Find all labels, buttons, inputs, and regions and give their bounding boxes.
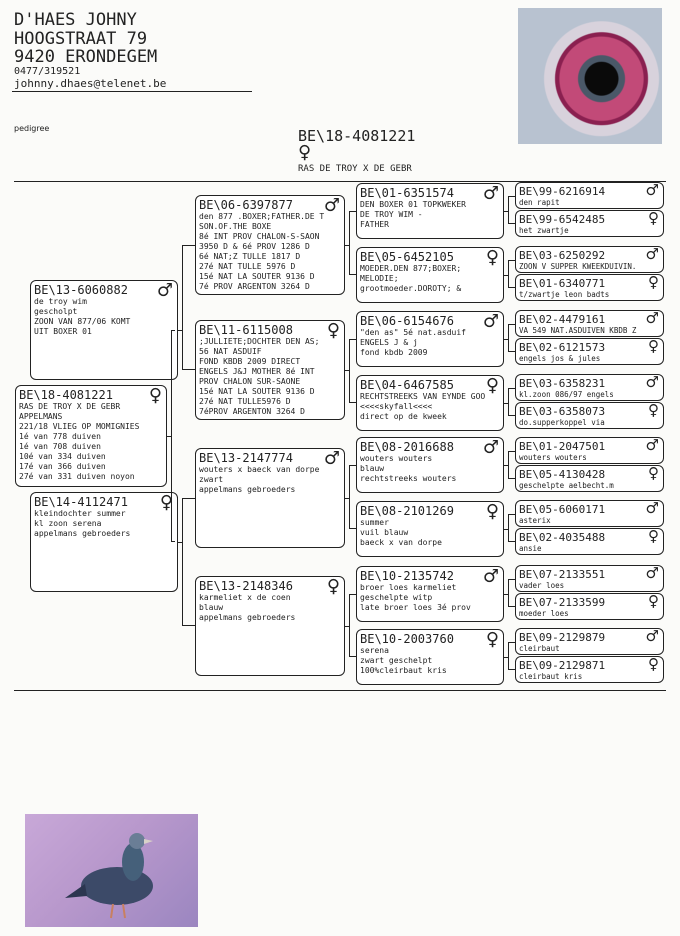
pedigree-card[interactable] (356, 311, 504, 367)
bird-note: do.supperkoppel via (519, 418, 605, 427)
pedigree-card[interactable] (356, 501, 504, 557)
pedigree-card[interactable] (515, 437, 664, 464)
bird-note: 27é van 331 duiven noyon (19, 472, 135, 481)
bird-note: broer loes karmeliet (360, 583, 457, 592)
ring-number: BE\09-2129879 (519, 631, 606, 644)
tree-connector (349, 465, 356, 529)
bird-note: geschelpte aelbecht.m (519, 481, 614, 490)
pedigree-card[interactable] (515, 628, 664, 655)
tree-connector-stub (345, 626, 350, 627)
female-icon: ♀ (159, 492, 173, 513)
ring-number: BE\01-2047501 (519, 440, 606, 453)
pedigree-card[interactable] (195, 320, 345, 420)
female-icon: ♀ (648, 593, 659, 610)
bird-note: UIT BOXER 01 (34, 327, 92, 336)
pedigree-card[interactable] (515, 338, 664, 365)
ring-number: BE\08-2016688 (360, 440, 454, 454)
male-icon: ♂ (645, 182, 659, 199)
pedigree-card[interactable] (15, 385, 167, 487)
ring-number: BE\03-6358073 (519, 405, 606, 418)
bird-note: zwart (199, 475, 224, 484)
bird-note: 15é NAT LA SOUTER 9136 D (199, 387, 315, 396)
bird-note: appelmans gebroeders (199, 485, 296, 494)
ring-number: BE\06-6397877 (199, 198, 293, 212)
tree-connector-stub (178, 542, 183, 543)
pedigree-card[interactable] (515, 500, 664, 527)
male-icon: ♂ (482, 183, 499, 204)
bird-note: t/zwartje leon badts (519, 290, 610, 299)
bird-note: <<<<skyfall<<<< (360, 402, 433, 411)
pedigree-card[interactable] (515, 565, 664, 592)
male-icon: ♂ (482, 566, 499, 587)
bird-note: ansie (519, 544, 542, 553)
bird-note: 1é van 778 duiven (19, 432, 101, 441)
bird-note: ENGELS J&J MOTHER 8é INT (199, 367, 315, 376)
bird-note: 7éPROV ARGENTON 3264 D (199, 407, 305, 416)
pedigree-card[interactable] (356, 183, 504, 239)
ring-number: BE\02-6121573 (519, 341, 606, 354)
bird-note: APPELMANS (19, 412, 63, 421)
bird-note: kl.zoon 086/97 engels (519, 390, 614, 399)
pedigree-card[interactable] (515, 402, 664, 429)
ring-number: BE\03-6250292 (519, 249, 606, 262)
pigeon-photo (25, 814, 198, 927)
pedigree-card[interactable] (195, 448, 345, 548)
pedigree-card[interactable] (195, 195, 345, 295)
tree-connector-stub (504, 339, 509, 340)
pedigree-card[interactable] (356, 247, 504, 303)
bird-note: de troy wim (34, 297, 87, 306)
pedigree-card[interactable] (356, 566, 504, 622)
bird-note: 56 NAT ASDUIF (199, 347, 262, 356)
pedigree-card[interactable] (195, 576, 345, 676)
female-icon: ♀ (298, 142, 312, 163)
bird-note: cleirbaut (519, 644, 560, 653)
female-icon: ♀ (485, 375, 499, 396)
bird-note: wouters x baeck van dorpe (199, 465, 320, 474)
bird-note: den rapit (519, 198, 560, 207)
tree-connector-stub (504, 211, 509, 212)
bird-note: MELODIE; (360, 274, 399, 283)
pedigree-card[interactable] (515, 374, 664, 401)
bird-note: 27é NAT TULLE 5976 D (199, 262, 296, 271)
female-icon: ♀ (326, 576, 340, 597)
bird-note: 10é van 334 duiven (19, 452, 106, 461)
pedigree-card[interactable] (515, 274, 664, 301)
bird-note: grootmoeder.DOROTY; & (360, 284, 462, 293)
ring-number: BE\07-2133599 (519, 596, 606, 609)
bird-note: DE TROY WIM - (360, 210, 423, 219)
bird-note: wouters wouters (360, 454, 433, 463)
bird-note: FOND KBDB 2009 DIRECT (199, 357, 301, 366)
ring-number: BE\04-6467585 (360, 378, 454, 392)
bird-note: vuil blauw (360, 528, 409, 537)
male-icon: ♂ (482, 437, 499, 458)
female-icon: ♀ (648, 656, 659, 673)
tree-connector (182, 245, 195, 370)
owner-name: D'HAES JOHNY (14, 10, 137, 30)
tree-connector (349, 211, 356, 275)
male-icon: ♂ (645, 310, 659, 327)
bird-note: ;JULLIETE;DOCHTER DEN AS; (199, 337, 320, 346)
pedigree-card[interactable] (515, 310, 664, 337)
male-icon: ♂ (323, 195, 340, 216)
tree-connector (508, 324, 515, 352)
male-icon: ♂ (645, 565, 659, 582)
tree-connector-stub (504, 275, 509, 276)
ring-number: BE\18-4081221 (19, 388, 113, 402)
bird-note: wouters wouters (519, 453, 587, 462)
male-icon: ♂ (645, 628, 659, 645)
bird-note: appelmans gebroeders (199, 613, 296, 622)
bird-note: 7é PROV ARGENTON 3264 D (199, 282, 310, 291)
tree-connector (508, 388, 515, 416)
female-icon: ♀ (485, 501, 499, 522)
ring-number: BE\13-2147774 (199, 451, 293, 465)
tree-connector (349, 339, 356, 403)
female-icon: ♀ (648, 528, 659, 545)
bird-note: appelmans gebroeders (34, 529, 131, 538)
bird-note: 100%cleirbaut kris (360, 666, 447, 675)
pedigree-card[interactable] (515, 182, 664, 209)
pedigree-card[interactable] (356, 629, 504, 685)
subject-subtitle: RAS DE TROY X DE GEBR (298, 164, 412, 174)
bird-note: zwart geschelpt (360, 656, 433, 665)
pedigree-card[interactable] (30, 492, 178, 592)
female-icon: ♀ (648, 338, 659, 355)
ring-number: BE\13-6060882 (34, 283, 128, 297)
bird-note: serena (360, 646, 389, 655)
female-icon: ♀ (648, 210, 659, 227)
bird-note: 8é INT PROV CHALON-S-SAON (199, 232, 320, 241)
bird-note: het zwartje (519, 226, 569, 235)
ring-number: BE\01-6351574 (360, 186, 454, 200)
ring-number: BE\10-2135742 (360, 569, 454, 583)
ring-number: BE\05-4130428 (519, 468, 606, 481)
ring-number: BE\14-4112471 (34, 495, 128, 509)
tree-connector-stub (504, 657, 509, 658)
tree-connector-stub (167, 436, 172, 437)
tree-connector (508, 579, 515, 607)
bird-note: moeder loes (519, 609, 569, 618)
bird-note: asterix (519, 516, 551, 525)
female-icon: ♀ (485, 247, 499, 268)
bird-note: gescholpt (34, 307, 78, 316)
ring-number: BE\10-2003760 (360, 632, 454, 646)
bird-note: SON.OF.THE BOXE (199, 222, 272, 231)
tree-connector (508, 642, 515, 670)
ring-number: BE\05-6452105 (360, 250, 454, 264)
ring-number: BE\05-6060171 (519, 503, 606, 516)
pedigree-card[interactable] (515, 528, 664, 555)
ring-number: BE\09-2129871 (519, 659, 606, 672)
tree-connector-stub (504, 465, 509, 466)
bird-note: late broer loes 3é prov (360, 603, 471, 612)
subject-ring: BE\18-4081221 (298, 127, 416, 145)
bird-note: 27é NAT TULLE5976 D (199, 397, 291, 406)
pedigree-card[interactable] (515, 465, 664, 492)
bird-note: cleirbaut kris (519, 672, 583, 681)
tree-connector-stub (504, 594, 509, 595)
tree-connector (508, 514, 515, 542)
bird-note: blauw (199, 603, 224, 612)
tree-connector-stub (504, 403, 509, 404)
owner-city: 9420 ERONDEGEM (14, 47, 158, 67)
ring-number: BE\99-6542485 (519, 213, 606, 226)
bird-note: kleindochter summer (34, 509, 126, 518)
bird-note: den 877 .BOXER;FATHER.DE T (199, 212, 325, 221)
bird-note: geschelpte witp (360, 593, 433, 602)
owner-phone: 0477/319521 (14, 66, 81, 77)
pedigree-card[interactable] (356, 437, 504, 493)
male-icon: ♂ (645, 374, 659, 391)
bird-note: engels jos & jules (519, 354, 601, 363)
female-icon: ♀ (485, 629, 499, 650)
female-icon: ♀ (326, 320, 340, 341)
bird-note: 6é NAT;Z TULLE 1817 D (199, 252, 301, 261)
tree-connector (182, 498, 195, 626)
tree-connector-stub (178, 330, 183, 331)
pedigree-card[interactable] (515, 656, 664, 683)
bird-note: kl zoon serena (34, 519, 102, 528)
ring-number: BE\08-2101269 (360, 504, 454, 518)
male-icon: ♂ (645, 246, 659, 263)
bird-note: vader loes (519, 581, 565, 590)
male-icon: ♂ (645, 437, 659, 454)
bird-note: ZOON V SUPPER KWEEKDUIVIN. (519, 262, 637, 271)
tree-connector-stub (345, 498, 350, 499)
owner-street: HOOGSTRAAT 79 (14, 29, 148, 49)
female-icon: ♀ (148, 385, 162, 406)
pedigree-card[interactable] (515, 246, 664, 273)
bird-note: summer (360, 518, 389, 527)
tree-connector (508, 260, 515, 288)
male-icon: ♂ (482, 311, 499, 332)
female-icon: ♀ (648, 402, 659, 419)
tree-connector (508, 196, 515, 224)
tree-connector-stub (504, 529, 509, 530)
female-icon: ♀ (648, 465, 659, 482)
male-icon: ♂ (156, 280, 173, 301)
bird-note: DEN BOXER 01 TOPKWEKER (360, 200, 466, 209)
tree-connector (508, 451, 515, 479)
ring-number: BE\99-6216914 (519, 185, 606, 198)
pedigree-card[interactable] (515, 210, 664, 237)
bird-note: baeck x van dorpe (360, 538, 442, 547)
pedigree-card[interactable] (356, 375, 504, 431)
bird-note: RECHTSTREEKS VAN EYNDE GOO (360, 392, 486, 401)
bird-note: "den as" 5é nat.asduif (360, 328, 466, 337)
female-icon: ♀ (648, 274, 659, 291)
doc-label: pedigree (14, 124, 50, 133)
bird-note: PROV CHALON SUR-SAONE (199, 377, 301, 386)
ring-number: BE\06-6154676 (360, 314, 454, 328)
bird-note: 17é van 366 duiven (19, 462, 106, 471)
bird-note: blauw (360, 464, 385, 473)
ring-number: BE\01-6340771 (519, 277, 606, 290)
ring-number: BE\03-6358231 (519, 377, 606, 390)
bird-note: 15é NAT LA SOUTER 9136 D (199, 272, 315, 281)
bird-note: 1é van 708 duiven (19, 442, 101, 451)
bird-note: rechtstreeks wouters (360, 474, 457, 483)
bird-note: VA 549 NAT.ASDUIVEN KBDB Z (519, 326, 637, 335)
bird-note: RAS DE TROY X DE GEBR (19, 402, 121, 411)
tree-connector-stub (345, 245, 350, 246)
owner-email[interactable]: johnny.dhaes@telenet.be (14, 77, 167, 90)
bird-note: karmeliet x de coen (199, 593, 291, 602)
ring-number: BE\07-2133551 (519, 568, 606, 581)
pedigree-card[interactable] (30, 280, 178, 380)
male-icon: ♂ (645, 500, 659, 517)
male-icon: ♂ (323, 448, 340, 469)
bird-note: fond kbdb 2009 (360, 348, 428, 357)
ring-number: BE\13-2148346 (199, 579, 293, 593)
ring-number: BE\02-4035488 (519, 531, 606, 544)
tree-connector (349, 594, 356, 657)
bird-note: MOEDER.DEN 877;BOXER; (360, 264, 462, 273)
ring-number: BE\11-6115008 (199, 323, 293, 337)
ring-number: BE\02-4479161 (519, 313, 606, 326)
bird-note: direct op de kweek (360, 412, 447, 421)
bird-note: ENGELS J & j (360, 338, 418, 347)
pedigree-card[interactable] (515, 593, 664, 620)
bird-note: ZOON VAN 877/06 KOMT (34, 317, 131, 326)
bird-note: FATHER (360, 220, 389, 229)
bird-note: 3950 D & 6é PROV 1286 D (199, 242, 310, 251)
tree-connector-stub (345, 370, 350, 371)
bird-note: 221/18 VLIEG OP MOMIGNIES (19, 422, 140, 431)
